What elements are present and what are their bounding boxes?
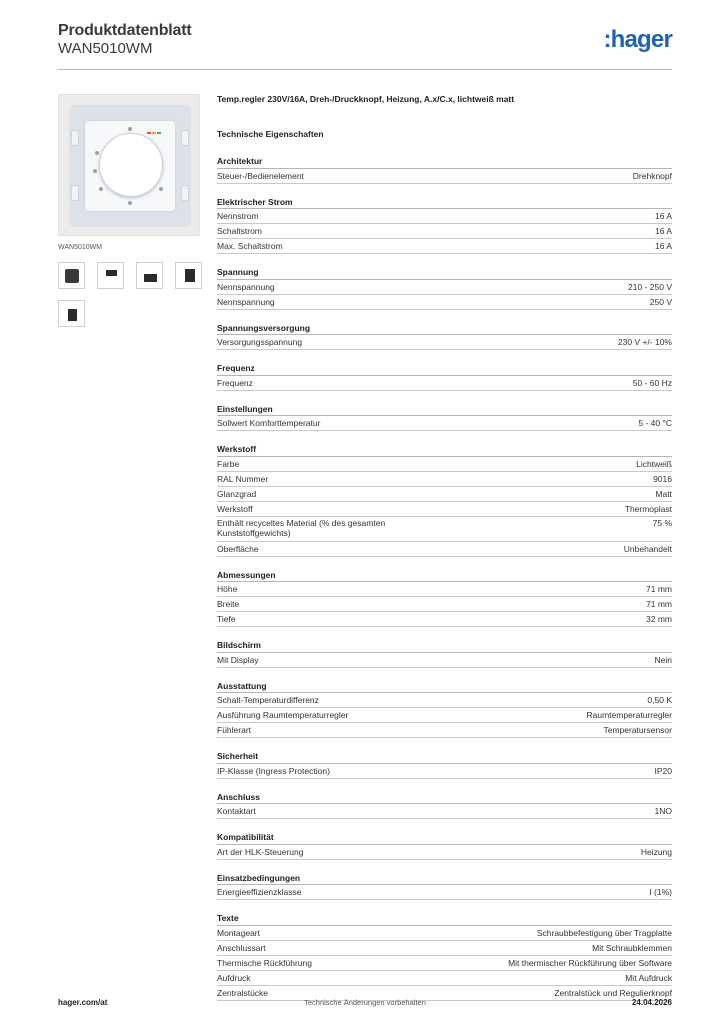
section-heading: Spannungsversorgung — [217, 322, 672, 336]
property-row — [217, 804, 672, 819]
property-value: Mit thermischer Rückführung über Software — [508, 957, 672, 968]
property-value: 50 - 60 Hz — [632, 377, 672, 388]
hager-logo — [603, 26, 672, 54]
section-heading: Sicherheit — [217, 750, 672, 764]
section-heading: Ausstattung — [217, 680, 672, 694]
property-label: Nennstrom — [217, 211, 259, 221]
property-row — [217, 926, 672, 941]
property-label: Sollwert Komforttemperatur — [217, 418, 321, 428]
property-section — [217, 680, 672, 739]
property-row — [217, 845, 672, 860]
property-label: Schalt-Temperaturdifferenz — [217, 695, 319, 705]
property-value: 71 mm — [646, 599, 672, 609]
property-label: Energieeffizienzklasse — [217, 887, 302, 897]
property-label: Farbe — [217, 458, 240, 469]
scale-mark-icon — [93, 169, 97, 173]
section-heading: Frequenz — [217, 362, 672, 376]
property-row — [217, 487, 672, 502]
property-row — [217, 295, 672, 310]
document-title: Produktdatenblatt — [58, 22, 192, 39]
property-label: Schaltstrom — [217, 226, 262, 236]
property-value: 71 mm — [646, 584, 672, 594]
footer-date: 24.04.2026 — [631, 998, 672, 1007]
rotary-knob-icon — [99, 133, 163, 197]
section-heading: Spannung — [217, 266, 672, 280]
property-value: Lichtweiß — [636, 458, 672, 469]
section-heading: Bildschirm — [217, 639, 672, 653]
section-heading: Anschluss — [217, 791, 672, 805]
property-row — [217, 764, 672, 779]
property-label: Versorgungsspannung — [217, 337, 303, 347]
property-row — [217, 376, 672, 391]
property-label: Werkstoff — [217, 503, 253, 514]
property-label: Anschlussart — [217, 942, 266, 953]
property-section — [217, 750, 672, 779]
property-row — [217, 224, 672, 239]
property-label: Breite — [217, 599, 240, 609]
thumbnail-angle[interactable] — [58, 300, 85, 327]
section-heading: Kompatibilität — [217, 831, 672, 845]
product-description: Temp.regler 230V/16A, Dreh-/Druckknopf, Heizung, A.x/C.x, lichtweiß matt — [217, 94, 515, 104]
property-label: Oberfläche — [217, 543, 259, 554]
logo-dots-icon: : — [603, 26, 611, 53]
property-row — [217, 280, 672, 295]
property-value: I (1%) — [649, 887, 672, 897]
property-label: Fühlerart — [217, 725, 252, 735]
property-label: Max. Schaltstrom — [217, 241, 283, 251]
section-heading: Texte — [217, 912, 672, 926]
property-label: IP-Klasse (Ingress Protection) — [217, 765, 330, 776]
property-row — [217, 472, 672, 487]
property-label: Steuer-/Bedienelement — [217, 170, 304, 181]
device-plate — [85, 121, 175, 211]
properties-title: Technische Eigenschaften — [217, 129, 324, 139]
thumbnail-front-icon — [65, 269, 79, 283]
scale-mark-icon — [128, 201, 132, 205]
property-label: Ausführung Raumtemperaturregler — [217, 710, 349, 720]
property-section — [217, 872, 672, 901]
property-row — [217, 885, 672, 900]
property-label: Art der HLK-Steuerung — [217, 846, 304, 857]
property-value: IP20 — [654, 765, 672, 776]
property-section — [217, 403, 672, 432]
property-value: 75 % — [652, 517, 672, 528]
section-heading: Architektur — [217, 155, 672, 169]
section-heading: Einstellungen — [217, 403, 672, 417]
property-value: 1NO — [654, 806, 672, 816]
property-label: Zentralstücke — [217, 987, 269, 998]
property-section — [217, 831, 672, 860]
product-image[interactable] — [58, 94, 200, 236]
property-row — [217, 597, 672, 612]
property-label: Nennspannung — [217, 296, 275, 307]
property-value: Nein — [654, 654, 672, 665]
scale-mark-icon — [95, 151, 99, 155]
property-section — [217, 443, 672, 557]
property-row — [217, 416, 672, 431]
property-row — [217, 457, 672, 472]
property-value: 5 - 40 °C — [638, 418, 672, 428]
property-row — [217, 693, 672, 708]
property-row — [217, 502, 672, 517]
property-value: Zentralstück und Regulierknopf — [554, 987, 672, 998]
property-row — [217, 723, 672, 738]
property-value: 0,50 K — [647, 695, 672, 705]
property-label: Frequenz — [217, 377, 253, 388]
property-value: 16 A — [654, 211, 672, 221]
property-label: Kontaktart — [217, 806, 256, 816]
property-row — [217, 653, 672, 668]
property-section — [217, 912, 672, 1001]
footer-note: Technische Änderungen vorbehalten — [304, 998, 426, 1007]
property-section — [217, 791, 672, 820]
led-orange-icon — [152, 132, 156, 134]
property-row — [217, 956, 672, 971]
property-value: 9016 — [653, 473, 672, 484]
property-value: Temperatursensor — [603, 725, 672, 735]
scale-mark-icon — [99, 187, 103, 191]
property-section — [217, 155, 672, 184]
led-red-icon — [147, 132, 151, 134]
thumbnail-back-icon — [185, 269, 195, 282]
property-row — [217, 612, 672, 627]
property-label: Tiefe — [217, 614, 236, 624]
property-label: Nennspannung — [217, 281, 275, 292]
property-value: 16 A — [654, 226, 672, 236]
scale-mark-icon — [159, 187, 163, 191]
property-value: 250 V — [649, 296, 672, 307]
property-label: Mit Display — [217, 654, 259, 665]
property-label: Thermische Rückführung — [217, 957, 312, 968]
property-value: Mit Aufdruck — [625, 972, 672, 983]
property-row — [217, 169, 672, 184]
device-frame — [69, 105, 191, 227]
properties-list — [217, 155, 672, 1001]
frame-clip-icon — [181, 185, 189, 201]
property-section — [217, 362, 672, 391]
datasheet-content — [217, 94, 672, 1001]
property-value: 230 V +/- 10% — [617, 337, 672, 347]
thumbnail-top[interactable] — [97, 262, 124, 289]
property-value: Drehknopf — [632, 170, 672, 181]
property-value: Schraubbefestigung über Tragplatte — [536, 927, 672, 938]
property-value: Thermoplast — [624, 503, 672, 514]
property-label: Glanzgrad — [217, 488, 257, 499]
property-value: 32 mm — [646, 614, 672, 624]
property-section — [217, 266, 672, 310]
scale-mark-icon — [128, 127, 132, 131]
property-row — [217, 971, 672, 986]
thumbnail-front[interactable] — [58, 262, 85, 289]
thumbnail-side[interactable] — [136, 262, 163, 289]
property-section — [217, 196, 672, 255]
frame-clip-icon — [71, 130, 79, 146]
page-header — [58, 20, 672, 70]
property-row — [217, 542, 672, 557]
property-section — [217, 639, 672, 668]
section-heading: Werkstoff — [217, 443, 672, 457]
section-heading: Elektrischer Strom — [217, 196, 672, 210]
frame-clip-icon — [71, 185, 79, 201]
thumbnail-back[interactable] — [175, 262, 202, 289]
property-value: 16 A — [654, 241, 672, 251]
property-label: Höhe — [217, 584, 238, 594]
property-value: Unbehandelt — [623, 543, 672, 554]
thumbnail-angle-icon — [68, 309, 77, 321]
property-value: 210 - 250 V — [628, 281, 672, 292]
property-row — [217, 239, 672, 254]
section-heading: Einsatzbedingungen — [217, 872, 672, 886]
section-heading: Abmessungen — [217, 569, 672, 583]
property-value: Mit Schraubklemmen — [592, 942, 672, 953]
property-row — [217, 209, 672, 224]
property-row — [217, 941, 672, 956]
property-value: Matt — [655, 488, 672, 499]
logo-text: hager — [610, 26, 672, 53]
property-label: Montageart — [217, 927, 260, 938]
property-label: Aufdruck — [217, 972, 251, 983]
article-number: WAN5010WM — [58, 40, 153, 57]
property-row — [217, 582, 672, 597]
property-value: Raumtemperaturregler — [586, 710, 672, 720]
property-label: Enthält recyceltes Material (% des gesamten Kunststoffgewichts) — [217, 517, 386, 538]
footer-website[interactable]: hager.com/at — [58, 998, 108, 1007]
thumbnail-side-icon — [144, 274, 157, 282]
property-value: Heizung — [640, 846, 672, 857]
property-label: RAL Nummer — [217, 473, 269, 484]
thumbnail-top-icon — [106, 270, 117, 276]
property-section — [217, 322, 672, 351]
property-row — [217, 708, 672, 723]
led-green-icon — [157, 132, 161, 134]
image-caption: WAN5010WM — [58, 244, 103, 251]
property-section — [217, 569, 672, 628]
property-row — [217, 335, 672, 350]
frame-clip-icon — [181, 130, 189, 146]
property-row — [217, 517, 672, 542]
